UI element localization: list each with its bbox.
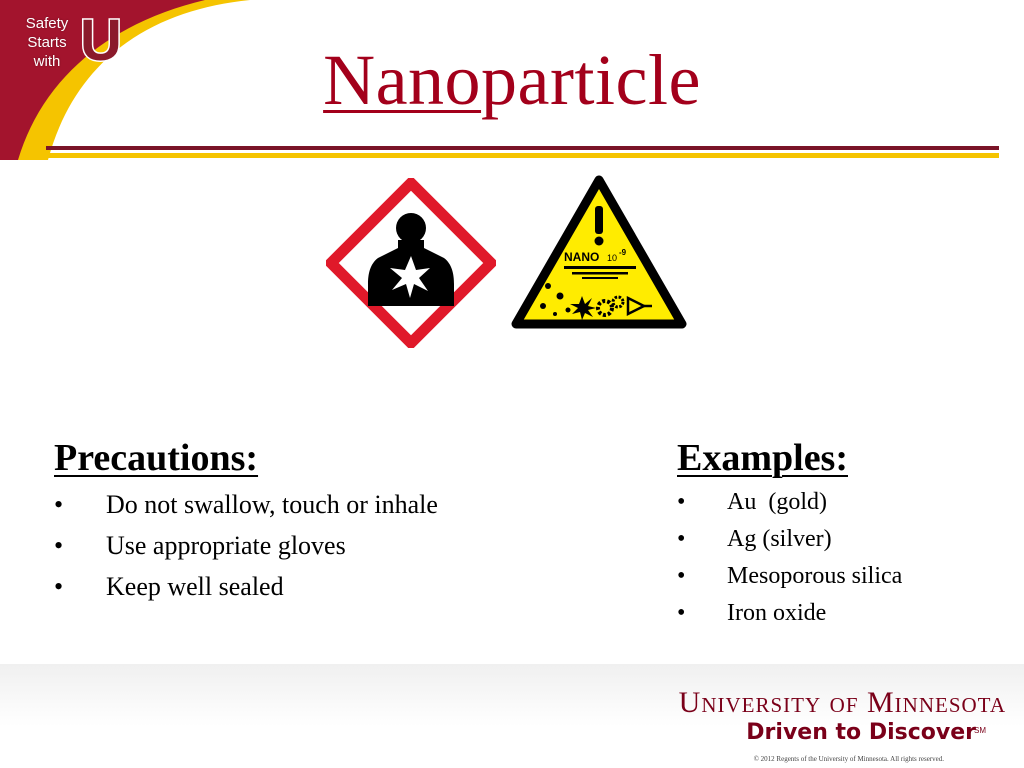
logo-line-with: with	[33, 53, 61, 70]
list-item-text: Iron oxide	[727, 600, 827, 626]
list-item-text: Mesoporous silica	[727, 563, 903, 589]
page-title-rest: particle	[481, 40, 701, 120]
list-item	[677, 524, 902, 554]
list-item-text: Ag (silver)	[727, 526, 832, 552]
list-item-text: Do not swallow, touch or inhale	[106, 490, 438, 519]
university-wordmark: University of Minnesota	[678, 686, 1006, 719]
list-item	[677, 487, 902, 517]
service-mark: SM	[974, 726, 986, 735]
bullet-icon: •	[54, 572, 64, 601]
bullet-icon: •	[677, 563, 686, 589]
nano-warning-icon	[510, 174, 688, 332]
logo-line-safety: Safety	[25, 15, 69, 32]
list-item	[54, 530, 438, 562]
list-item-text: Au (gold)	[727, 489, 827, 515]
list-item	[677, 598, 902, 628]
header-rule-gold	[46, 153, 999, 158]
bullet-icon: •	[677, 526, 686, 552]
page-title	[323, 40, 701, 120]
bullet-icon: •	[677, 489, 686, 515]
precautions-list	[54, 489, 438, 603]
logo-line-starts: Starts	[27, 34, 67, 51]
title-container	[0, 38, 1024, 122]
logo-u-letter: U	[80, 8, 122, 73]
list-item-text: Keep well sealed	[106, 572, 284, 601]
header-rule-maroon	[46, 146, 999, 150]
bullet-icon: •	[54, 490, 64, 519]
list-item	[677, 561, 902, 591]
examples-section	[677, 436, 902, 628]
precautions-section	[54, 436, 438, 603]
copyright-notice: © 2012 Regents of the University of Minnesota. All rights reserved.	[753, 755, 944, 763]
examples-list	[677, 487, 902, 628]
university-tagline: Driven to Discover	[746, 720, 976, 745]
nano-power: -9	[619, 248, 627, 257]
list-item	[54, 489, 438, 521]
bullet-icon: •	[677, 600, 686, 626]
list-item-text: Use appropriate gloves	[106, 531, 346, 560]
page-title-underlined: Nano	[323, 40, 482, 120]
bullet-icon: •	[54, 531, 64, 560]
precautions-heading: Precautions:	[54, 437, 259, 479]
nano-label: NANO	[564, 250, 600, 264]
list-item	[54, 571, 438, 603]
health-hazard-icon	[326, 178, 496, 348]
nano-exponent: 10	[607, 253, 618, 263]
examples-heading: Examples:	[677, 437, 848, 479]
